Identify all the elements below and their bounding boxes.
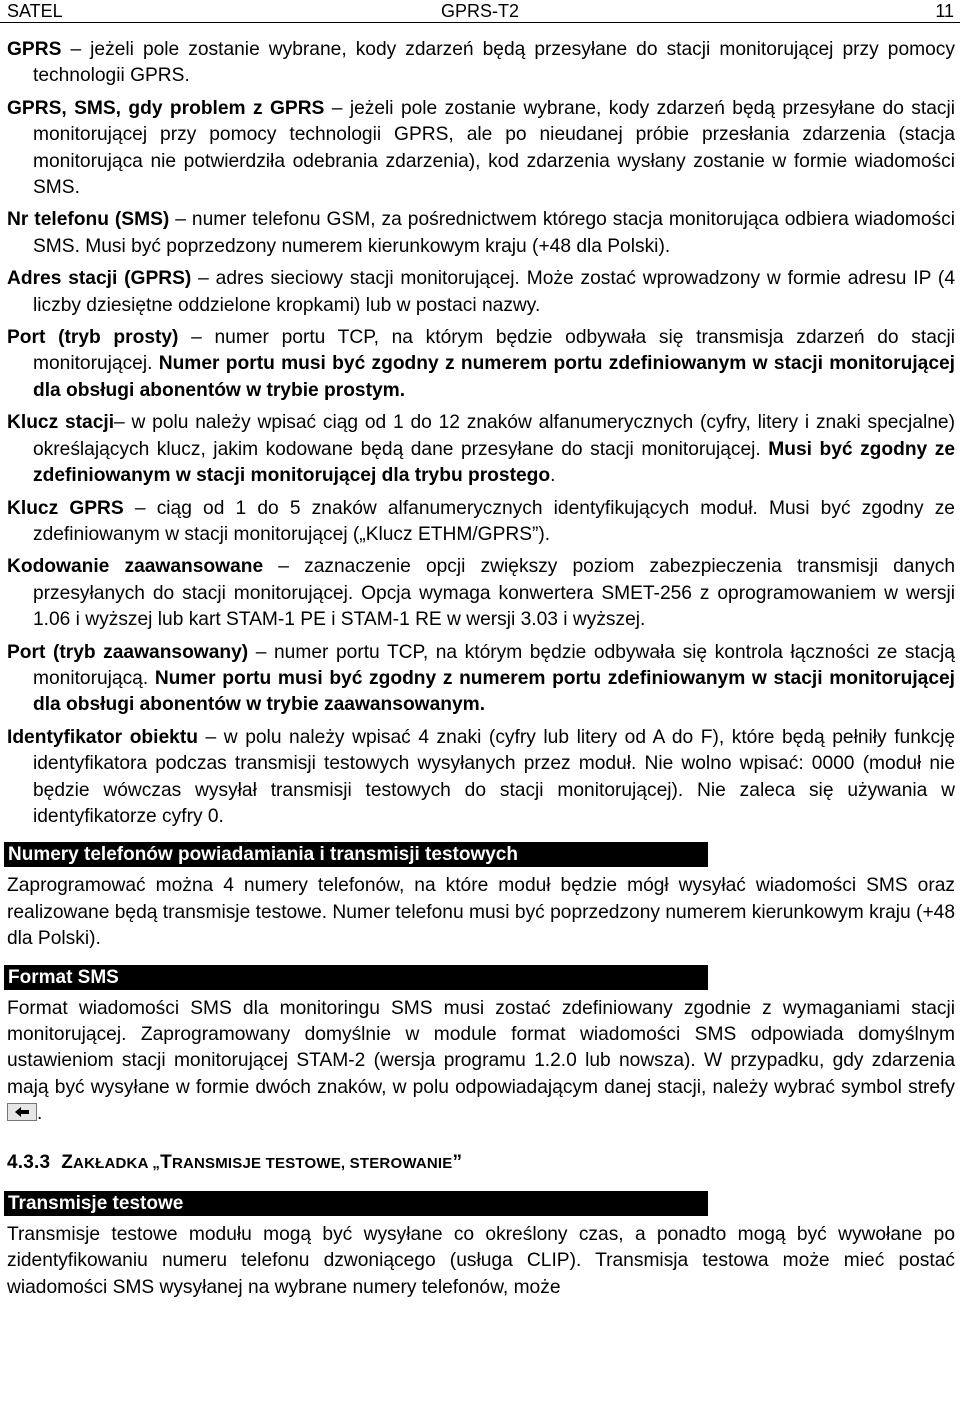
- page-number: 11: [935, 1, 954, 21]
- definition-text: numer portu TCP, na którym będzie odbywała się transmisja zdarzeń do stacji monitorującej.: [33, 327, 955, 375]
- definition-entry: [7, 325, 955, 404]
- section-text-transmisje: Transmisje testowe modułu mogą być wysyłane co określony czas, a ponadto mogą być wywołane po zidentyfikowaniu numeru telefonu dzwoniącego (usługa CLIP). Transmisja testowa może mieć postać wiadomości SMS wysyłanej na wybrane numery telefonów, może: [7, 1224, 955, 1298]
- definition-text: numer telefonu GSM, za pośrednictwem którego stacja monitorująca odbiera wiadomości SMS. Musi być poprzedzony numerem kierunkowym kraju (+48 dla Polski).: [33, 209, 955, 257]
- definition-text: ciąg od 1 do 5 znaków alfanumerycznych identyfikujących moduł. Musi być zgodny ze zdefiniowanym w stacji monitorującej („Klucz ETHM/GPRS”).: [33, 497, 955, 545]
- page-header: [0, 0, 960, 23]
- definition-entry: [7, 266, 955, 319]
- definition-separator: –: [114, 412, 132, 434]
- definition-text: w polu należy wpisać ciąg od 1 do 12 znaków alfanumerycznych (cyfry, litery i znaki specjalne) określających klucz, jakim kodowane będą dane przesyłane do stacji monitorującej.: [33, 412, 955, 460]
- definition-separator: –: [61, 39, 91, 60]
- definition-list: [7, 37, 955, 830]
- definition-term: Klucz stacji: [7, 412, 115, 434]
- definition-separator: –: [191, 268, 216, 290]
- heading-part-2: AKŁADKA „: [73, 1154, 161, 1172]
- definition-entry: [7, 554, 955, 633]
- definition-entry: [7, 96, 955, 202]
- definition-entry: [7, 725, 955, 831]
- section-text-numery: Zaprogramować można 4 numery telefonów, na które moduł będzie mógł wysyłać wiadomości SMS oraz realizowane będą transmisje testowe. Numer telefonu musi być poprzedzony numerem kierunkowym kraju (+48 dla Polski).: [7, 875, 955, 950]
- heading-part-3: T: [160, 1151, 172, 1173]
- definition-separator: –: [123, 497, 157, 519]
- definition-entry: [7, 410, 955, 489]
- format-after-icon: .: [37, 1103, 43, 1125]
- definition-separator: –: [324, 97, 350, 119]
- definition-term: Port (tryb prosty): [7, 327, 179, 349]
- heading-part-4: RANSMISJE TESTOWE, STEROWANIE: [171, 1154, 453, 1172]
- header-brand: SATEL: [7, 1, 63, 21]
- definition-emphasis: Musi być zgodny ze zdefiniowanym w stacji monitorującej dla trybu prostego: [33, 438, 955, 487]
- definition-text: numer portu TCP, na którym będzie odbywała się kontrola łączności ze stacją monitorującą.: [33, 641, 955, 689]
- header-doc-title: GPRS-T2: [441, 1, 520, 21]
- definition-term: GPRS: [7, 39, 62, 60]
- definition-term: Adres stacji (GPRS): [7, 268, 192, 290]
- definition-separator: –: [263, 556, 305, 578]
- definition-text: w polu należy wpisać 4 znaki (cyfry lub litery od A do F), które będą pełniły funkcję identyfikatora podczas transmisji testowych wysyłanych przez moduł. Nie wolno wpisać: 0000 (moduł nie będzie wówczas wysyłał transmisji testowych do stacji monitorującej). Nie zaleca się używania w identyfikatorze cyfry 0.: [33, 726, 955, 827]
- heading-number: 4.3.3: [7, 1151, 51, 1173]
- definition-text: zaznaczenie opcji zwiększy poziom zabezpieczenia transmisji danych przesyłanych do stacji monitorującej. Opcja wymaga konwertera SMET-256 z oprogramowaniem w wersji 1.06 i wyższej lub kart STAM-1 PE i STAM-1 RE w wersji 3.03 i wyższej.: [33, 556, 955, 631]
- section-text-format: Format wiadomości SMS dla monitoringu SMS musi zostać zdefiniowany zgodnie z wymaganiami stacji monitorującej. Zaprogramowany domyślnie w module format wiadomości SMS odpowiada domyślnym ustawieniom stacji monitorującej STAM-2 (wersja programu 1.2.0 lub nowsza). W przypadku, gdy zdarzenia mają być wysyłane w formie dwóch znaków, w polu odpowiadającym danej stacji, należy wybrać symbol strefy: [7, 997, 955, 1098]
- definition-emphasis: Numer portu musi być zgodny z numerem portu zdefiniowanym w stacji monitorującej dla obsługi abonentów w trybie prostym.: [33, 353, 955, 401]
- heading-4-3-3: [7, 1150, 955, 1177]
- section-title-format: Format SMS: [4, 965, 708, 990]
- zone-arrow-icon: [7, 1103, 37, 1121]
- definition-term: Port (tryb zaawansowany): [7, 641, 249, 663]
- heading-part-5: ”: [452, 1151, 463, 1173]
- definition-separator: –: [197, 726, 224, 748]
- definition-term: Kodowanie zaawansowane: [7, 556, 264, 578]
- definition-text: jeżeli pole zostanie wybrane, kody zdarzeń będą przesyłane do stacji monitorującej przy pomocy technologii GPRS.: [33, 39, 955, 87]
- definition-after: .: [550, 465, 556, 487]
- definition-entry: [7, 37, 955, 90]
- definition-term: Identyfikator obiektu: [7, 726, 198, 748]
- definition-term: Klucz GPRS: [7, 497, 124, 519]
- definition-separator: –: [169, 209, 192, 231]
- section-title-transmisje: Transmisje testowe: [4, 1191, 708, 1216]
- definition-term: Nr telefonu (SMS): [7, 209, 170, 231]
- definition-text: jeżeli pole zostanie wybrane, kody zdarzeń będą przesyłane do stacji monitorującej przy pomocy technologii GPRS, ale po nieudanej próbie przesłania zdarzenia (stacja monitorująca nie potwierdziła odebrania zdarzenia), kod zdarzenia wysłany zostanie w formie wiadomości SMS.: [33, 97, 956, 199]
- section-title-numery: Numery telefonów powiadamiania i transmisji testowych: [4, 842, 708, 867]
- document-body: [7, 37, 955, 1311]
- heading-part-1: Z: [61, 1151, 74, 1173]
- definition-entry: [7, 496, 955, 549]
- definition-separator: –: [178, 327, 215, 349]
- section-paragraph-format: [7, 996, 955, 1128]
- definition-entry: [7, 207, 955, 260]
- definition-emphasis: Numer portu musi być zgodny z numerem portu zdefiniowanym w stacji monitorującej dla obsługi abonentów w trybie zaawansowanym.: [33, 667, 955, 716]
- definition-entry: [7, 640, 955, 719]
- definition-text: adres sieciowy stacji monitorującej. Może zostać wprowadzony w formie adresu IP (4 liczby dziesiętne oddzielone kropkami) lub w postaci nazwy.: [33, 268, 955, 316]
- definition-separator: –: [248, 641, 275, 663]
- definition-term: GPRS, SMS, gdy problem z GPRS: [7, 97, 325, 119]
